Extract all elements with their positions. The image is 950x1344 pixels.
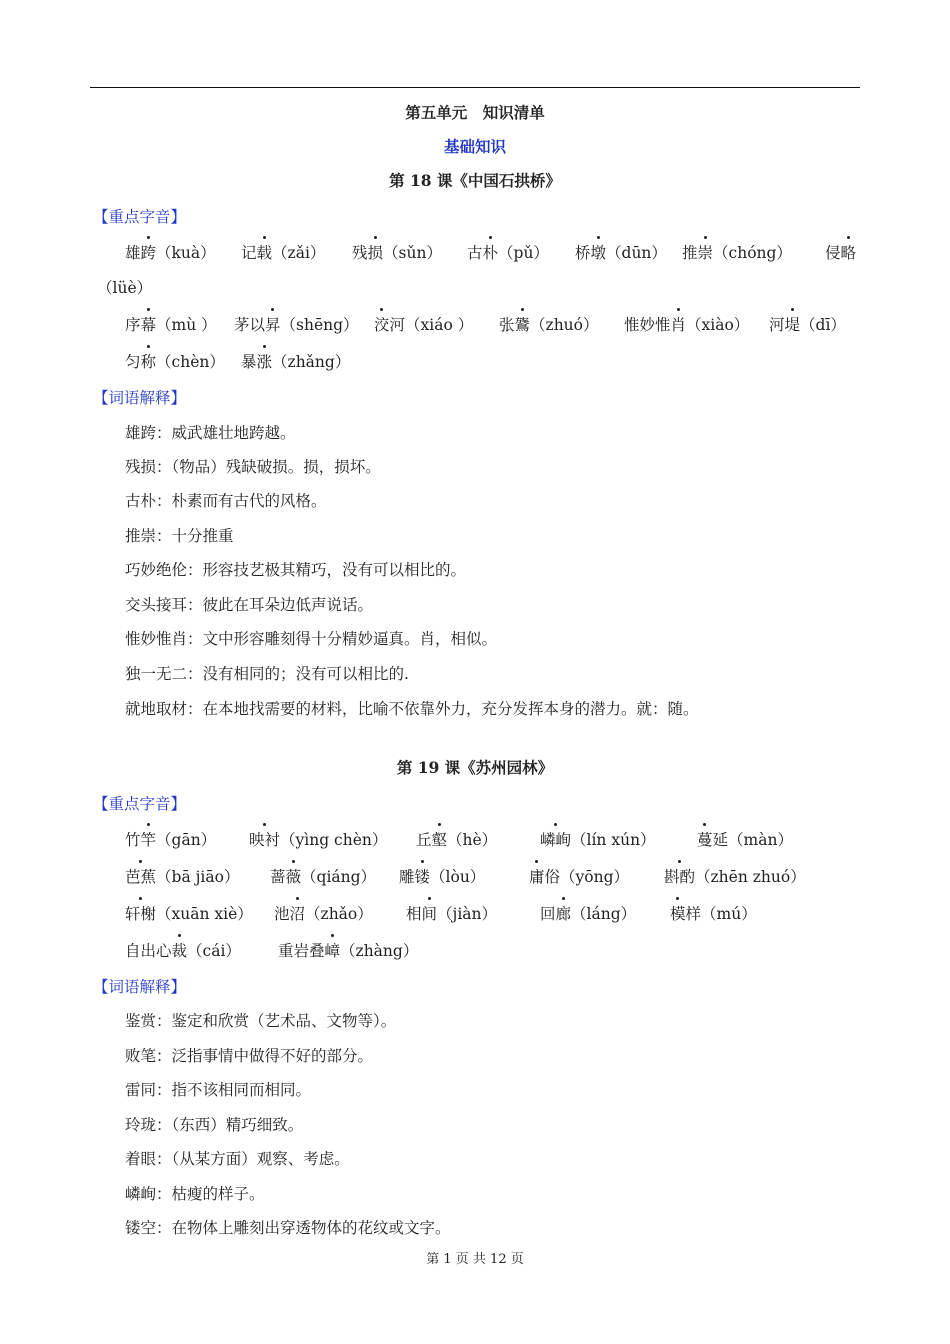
pron-item: 自出心裁（cái） — [125, 939, 241, 961]
lesson19-pron-heading: 【重点字音】 — [93, 795, 187, 813]
lesson19-vocab-heading: 【词语解释】 — [93, 978, 187, 996]
unit-title: 第五单元 知识清单 — [405, 103, 545, 122]
pron-item: 河堤（dī） — [769, 313, 846, 335]
vocab-item: 惟妙惟肖：文中形容雕刻得十分精妙逼真。肖，相似。 — [125, 630, 498, 648]
pron-item: 竹竿（gān） — [125, 828, 216, 850]
vocab-item: 交头接耳：彼此在耳朵边低声说话。 — [125, 596, 374, 614]
lesson19-title: 第 19 课《苏州园林》 — [396, 758, 554, 777]
pron-item: 模样（mú） — [670, 902, 757, 924]
pron-item: 桥墩（dūn） — [575, 241, 667, 263]
pron-item: 芭蕉（bā jiāo） — [125, 865, 239, 887]
pron-item: 回廊（láng） — [540, 902, 636, 924]
vocab-item: 独一无二：没有相同的；没有可以相比的. — [125, 665, 409, 683]
pron-item: 惟妙惟肖（xiào） — [624, 313, 749, 335]
vocab-item: 就地取材：在本地找需要的材料，比喻不依靠外力，充分发挥本身的潜力。就：随。 — [125, 700, 699, 718]
lesson18-vocab-heading: 【词语解释】 — [93, 389, 187, 407]
page-footer: 第 1 页 共 12 页 — [426, 1252, 524, 1267]
pron-item: （lüè） — [97, 279, 153, 297]
pron-item: 推崇（chóng） — [682, 241, 792, 263]
vocab-item: 残损：（物品）残缺破损。损，损坏。 — [125, 458, 381, 476]
pron-item: 茅以昇（shēng） — [234, 313, 359, 335]
pron-item: 记载（zǎi） — [241, 241, 325, 263]
pron-item: 暴涨（zhǎng） — [241, 350, 350, 372]
pron-item: 洨河（xiáo ） — [374, 313, 473, 335]
pron-item: 相间（jiàn） — [406, 902, 497, 924]
vocab-item: 雄跨：威武雄壮地跨越。 — [125, 424, 296, 442]
pron-item: 嶙峋（lín xún） — [540, 828, 656, 850]
pron-item: 映衬（yìng chèn） — [249, 828, 387, 850]
pron-item: 丘壑（hè） — [416, 828, 497, 850]
pron-item: 蔓延（màn） — [697, 828, 793, 850]
vocab-item: 镂空：在物体上雕刻出穿透物体的花纹或文字。 — [125, 1219, 451, 1237]
pron-item: 池沼（zhǎo） — [274, 902, 373, 924]
section-title: 基础知识 — [443, 137, 506, 156]
pron-item: 蔷薇（qiáng） — [270, 865, 376, 887]
vocab-item: 鉴赏：鉴定和欣赏（艺术品、文物等）。 — [125, 1012, 397, 1030]
pron-item: 残损（sǔn） — [352, 241, 442, 263]
pron-item: 雕镂（lòu） — [399, 865, 485, 887]
vocab-item: 玲珑：（东西）精巧细致。 — [125, 1116, 304, 1134]
pron-item: 匀称（chèn） — [125, 350, 225, 372]
pron-item: 古朴（pǔ） — [467, 241, 549, 263]
pron-item: 斟酌（zhēn zhuó） — [664, 865, 806, 887]
pron-item: 张鷟（zhuó） — [499, 313, 599, 335]
pron-item: 轩榭（xuān xiè） — [125, 902, 253, 924]
vocab-item: 着眼：（从某方面）观察、考虑。 — [125, 1150, 350, 1168]
lesson18-pron-heading: 【重点字音】 — [93, 208, 187, 226]
pron-item: 侵略 — [825, 241, 856, 263]
pron-item: 序幕（mù ） — [125, 313, 217, 335]
vocab-item: 古朴：朴素而有古代的风格。 — [125, 492, 327, 510]
vocab-item: 嶙峋：枯瘦的样子。 — [125, 1185, 265, 1203]
vocab-item: 败笔：泛指事情中做得不好的部分。 — [125, 1047, 374, 1065]
pron-item: 庸俗（yōng） — [529, 865, 629, 887]
pron-item: 重岩叠嶂（zhàng） — [278, 939, 418, 961]
header-rule — [90, 87, 860, 88]
vocab-item: 推崇：十分推重 — [125, 527, 234, 545]
vocab-item: 巧妙绝伦：形容技艺极其精巧，没有可以相比的。 — [125, 561, 467, 579]
pron-item: 雄跨（kuà） — [125, 241, 216, 263]
lesson18-title: 第 18 课《中国石拱桥》 — [389, 171, 561, 190]
vocab-item: 雷同：指不该相同而相同。 — [125, 1081, 312, 1099]
